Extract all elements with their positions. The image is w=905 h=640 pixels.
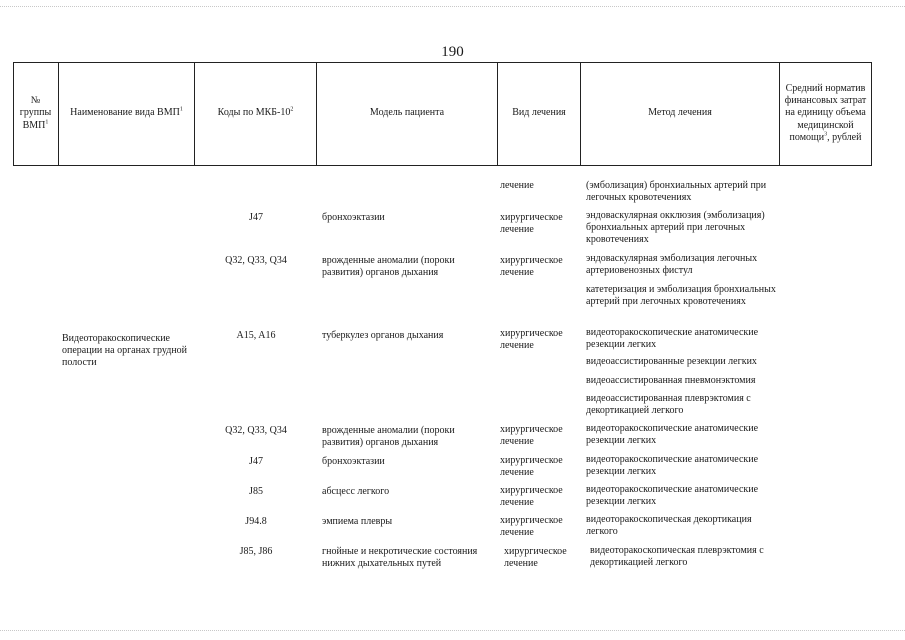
header-cost-standard: [780, 62, 872, 166]
footnote-mark: 1: [179, 107, 183, 114]
row-icd-code: Q32, Q33, Q34: [225, 425, 287, 436]
header-col1-text: № группы ВМП: [19, 95, 52, 131]
row-method: видеоассистированная пневмонэктомия: [586, 375, 756, 386]
row-treatment: хирургическое лечение: [500, 485, 563, 508]
header-col7-text: Средний норматив финансовых затрат на единицу объема медицинской помощи: [784, 83, 867, 143]
row-method: видеоторакоскопические анатомические резекции легких: [586, 423, 759, 446]
header-col4-text: Модель пациента: [369, 107, 445, 119]
header-col5-text: Вид лечения: [512, 107, 566, 119]
header-treatment-method: [581, 62, 780, 166]
row-icd-code: J85, J86: [239, 546, 273, 557]
page-number: 190: [441, 44, 464, 60]
row-method: эндоваскулярная окклюзия (эмболизация) бронхиальных артерий при легочных кровотечениях: [586, 210, 765, 245]
row-icd-code: A15, A16: [236, 330, 276, 341]
row-icd-code: J94.8: [245, 516, 267, 527]
row-method: катетеризация и эмболизация бронхиальных артерий при легочных кровотечениях: [586, 284, 776, 307]
row-patient-model: гнойные и некротические состояния нижних дыхательных путей: [322, 546, 478, 569]
row-method: (эмболизация) бронхиальных артерий при легочных кровотечениях: [586, 180, 767, 203]
header-col2-text: Наименование вида ВМП: [70, 107, 180, 119]
row-method: видеоторакоскопические анатомические резекции легких: [586, 484, 759, 507]
row-patient-model: эмпиема плевры: [322, 516, 393, 527]
footnote-mark: 1: [45, 119, 49, 126]
scan-noise-bottom: [0, 630, 905, 633]
row-icd-code: J47: [249, 456, 263, 467]
header-col3-text: Коды по МКБ-10: [217, 107, 291, 119]
row-treatment: хирургическое лечение: [500, 255, 563, 278]
row-icd-code: Q32, Q33, Q34: [225, 255, 287, 266]
footnote-mark: 3: [824, 131, 828, 138]
row-patient-model: туберкулез органов дыхания: [322, 330, 444, 341]
row-treatment: хирургическое лечение: [500, 455, 563, 478]
header-left-border: [13, 62, 14, 166]
row-method: эндоваскулярная эмболизация легочных артериовенозных фистул: [586, 253, 758, 276]
row-treatment: хирургическое лечение: [500, 212, 563, 235]
header-col6-text: Метод лечения: [648, 107, 712, 119]
vmp-type-name: Видеоторакоскопические операции на органах грудной полости: [62, 333, 188, 368]
row-patient-model: бронхоэктазии: [322, 212, 385, 223]
row-patient-model: врожденные аномалии (пороки развития) органов дыхания: [322, 425, 455, 448]
row-patient-model: врожденные аномалии (пороки развития) органов дыхания: [322, 255, 455, 278]
row-patient-model: абсцесс легкого: [322, 486, 390, 497]
row-treatment: хирургическое лечение: [500, 515, 563, 538]
header-col7-tail: , рублей: [827, 131, 862, 143]
row-icd-code: J85: [249, 486, 263, 497]
row-method: видеоторакоскопические анатомические резекции легких: [586, 327, 759, 350]
row-method: видеоторакоскопическая плеврэктомия с декортикацией легкого: [590, 545, 764, 568]
header-group-number: [13, 62, 59, 166]
row-patient-model: бронхоэктазии: [322, 456, 385, 467]
header-patient-model: [317, 62, 498, 166]
row-treatment: хирургическое лечение: [500, 424, 563, 447]
header-vmp-type: [59, 62, 195, 166]
row-treatment: лечение: [500, 180, 534, 191]
row-method: видеоассистированные резекции легких: [586, 356, 757, 367]
scan-noise-top: [0, 6, 905, 9]
row-treatment: хирургическое лечение: [504, 546, 567, 569]
footnote-mark: 2: [290, 107, 294, 114]
header-treatment-type: [498, 62, 581, 166]
row-method: видеоторакоскопические анатомические резекции легких: [586, 454, 759, 477]
row-method: видеоассистированная плеврэктомия с декортикацией легкого: [586, 393, 751, 416]
row-icd-code: J47: [249, 212, 263, 223]
header-icd-codes: [195, 62, 317, 166]
row-method: видеоторакоскопическая декортикация легкого: [586, 514, 752, 537]
row-treatment: хирургическое лечение: [500, 328, 563, 351]
